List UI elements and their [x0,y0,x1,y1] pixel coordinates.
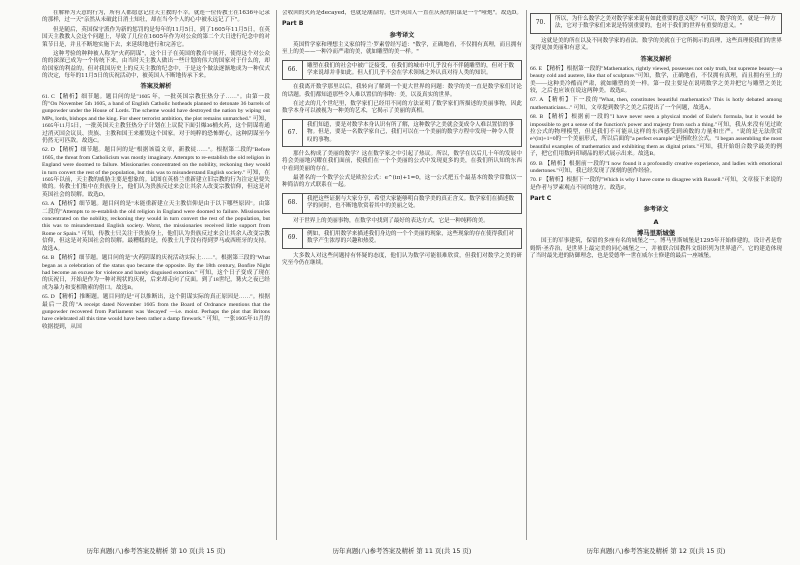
passage-label: A [653,217,659,226]
box-text: 我们知道，要是对数学本身认识有所了解，这种数学之美就会变成令人难以置信的事物。但是，要是一名数学家自己，我们可以在一个美丽的数学方程中发现一种令人赞叹的事物。 [307,121,514,143]
answer-box-68 [282,193,522,214]
page-footer: 历年真题(八)参考答案及精析 第 12 页(共 15 页) [586,546,726,555]
paragraph: 英国哲学家和理想主义家伯特兰·罗素曾经写道："数学，正确地看，不仅拥有真理，而且拥有至上的美——一种冷而严肃的美，就如雕塑的美一样。" [282,41,522,56]
page-footer: 历年真题(八)参考答案及精析 第 10 页(共 15 页) [86,546,226,555]
paragraph: 最著名的一个数学公式是欧拉公式：e^(iπ)+1=0，这一公式把五个最基本的数学常数以一种简洁的方式联系在一起。 [282,175,522,189]
answer-box-69 [282,228,522,249]
answer-69: 69. B 【精析】根据前一段的"I now found it a profoundly creative experience, and ladies with emotional undertones."可知，我已经发现了深刻的创作经验。 [530,160,782,174]
answer-64: 64. B 【精析】细节题。题目问的是"火药阴谋的庆祝活动实际上……"。根据第三段的"What began as a celebration of the status quo became the opposite. By the 18th century, Bonfire Night had become an excuse for violence and barely disguised extortion." 可知，这个日子变成了现在的庆祝日，开始是作为一种对现状的庆祝，后来却走向了反面。到了18世纪，篝火之夜已经成为暴力和变相勒索的借口。故选B。 [42,255,270,291]
box-number: 69. [283,229,303,248]
paragraph: 对于世界上的美丽事物，在数学中找到了最好的表达方式，它是一种纯粹的美。 [293,217,489,224]
answer-65: 65. D 【精析】推断题。题目问的是"可以推断出，这个阴谋实际的真正原因是……"。根据最后一段的"A receipt dated November 1605 from the Board of Ordnance mentions that the gunpowder recovered from Parliament was 'decayed' —i.e. moist. Perhaps the plot that Britons have celebrated all this time would have been rather a damp firework." 可知，一张1605年11月的收据提到，从国 [42,294,270,330]
section-heading: 答案及解析 [640,55,672,63]
box-text: 雕塑在我们的社会中被广泛接受，在我们的城市中几乎没有不伴随雕塑的，但对于数学来说却并非如此。但人们几乎不会在学术领域之外认真对待人类的知识。 [307,62,514,76]
answer-68: 68. B 【精析】根据前一段的"I have never seen a physical model of Euler's formula, but it would be impossible to get a sense of the function's power and majesty from such a thing."可知，我从来没有见过欧拉公式的物理模型，但是我们不可能从这样的东西感受到函数的力量和庄严。"说的是无法欣赏e^(iπ)+1=0的一个美丽形式，所以后面的"a perfect example"是指欧拉公式。"I began assembling the most beautiful examples of mathematics and exhibiting them as digital prints."可知，我开始组合数学最美的例子，把它们用数码印刷品的形式展示出来。故选B。 [530,114,782,158]
page-10 [42,10,270,565]
box-number: 70. [531,14,551,33]
paragraph: 在我离开数学那里以后，我转向了解到一个更大世界的问题：数学的美一直是数学家们讨论的话题。我们都知道那些令人难以置信的事物：美，以及真实的世界。 [282,84,522,98]
answer-70: 70. F 【精析】根据下一段的"Which is why I have come to disagree with Russell."可知，文章接下来说的是作者与罗素观点不同的地方。故选F。 [530,177,782,191]
page-footer: 历年真题(八)参考答案及精析 第 11 页(共 15 页) [332,546,472,555]
answer-61: 61. C 【精析】细节题。题目问的是"1605 年，一批英国宗教狂热分子……"。由第一段的"On November 5th 1605, a band of English Catholic hotheads planned to detonate 36 barrels of gunpowder under the House of Lords. The scheme would have destroyed the nation by wiping out MPs, lords, bishops and the king. For sheer terrorist ambition, the plot remains unmatched." 可知，1605年11月5日，一批英国天主教狂热分子计划在上议院下面引爆36桶火药，这个阴谋将通过消灭国会议员、贵族、主教和国王来摧毁这个国家。对于纯粹的恐怖野心，这种阴谋至今仍然无可匹敌。故选C。 [42,93,270,144]
box-text: 例如，我们用数学来描述我们身边的一个个美丽的现象，这些现象的存在使得我们对数学产生浓厚的兴趣和热爱。 [307,230,514,245]
box-number: 68. [283,194,303,213]
paragraph: 但是随后，英国保守派作为新的惩罚的是每年的11月5日，到了1605年11月5日，在英国天主教教人会这个问题上，导致了几位在1605年作为对公众的第二个大日进行纪念中的对策节日是，并且不断地实施下去，来延续地进行和完善它。 [42,26,270,48]
translation-heading: 参考译文 [389,31,415,39]
answer-box-67 [282,119,522,147]
paragraph: 在解释为天意的行为，所有人都愿意记住天主教的不幸。就连一位传教士在1636年记录的那样，过一天"亲然从未破此日消土知壮，却在当今个人的心中被永远记了下"。 [42,10,270,24]
paragraph: 这就是美的所在以及不同数学家的看法。数学的美就在于它所揭示的真理，这些真理使我们的世界变得更加美丽和有意义。 [530,37,782,52]
column-divider-1 [276,10,277,540]
section-heading: 答案及解析 [140,83,172,91]
paragraph: 大多数人对这些问题持有怀疑的态度，他们认为数学可能很难欣赏，但我们对数学之美的研究至今仍在继续。 [282,252,522,266]
answer-box-70 [530,13,782,34]
passage-title: 博马里斯城堡 [636,229,676,238]
paragraph: 国王的军事建筑，保留的多座有名的城堡之一。博马里斯城堡是1295年开始修建的，设计者是詹姆斯·圣乔治，是世界上最完美的同心城堡之一，并被联合国教科文组织列为世界遗产。它的建造体现了当时最先进的防御理念，也是爱德华一世在威尔士修建的最后一座城堡。 [530,238,782,260]
box-text: 所以，为什么数学之美对数学家来说有如此重要的意义呢？"可以，数学的美，就是一种方法，它对于数学家们来说是特别重要的，也对于我们的世界有重要的意义。" [555,16,776,30]
paragraph: 会收回的火药是decayed，也就是潮湿的。也许英国人一直在庆祝的阴谋是一个"哑炮"。故选D。 [282,10,522,16]
box-text: 我把这些证据与大家分享，希望大家能够明白数学美的真正含义。数学家们在描述数学的同时，也不断地欣赏着其中的美丽之处。 [307,195,514,210]
paragraph: 这种考验的种种被人称为"火药阴谋"，这个日子在英国的教育中展开，使得这个对公众的的深深已成为一个传统下来，由当时天主教人做出一些计划的伟大的国家对于什么的，却给国家的利益的。但对我国历史上的反天主教的纪念中，于是这个做法逐渐地成为一种仪式的决定，每年的11月5日的庆祝活动中，被英国人不断地传承下来。 [42,50,270,79]
page-11 [282,10,522,565]
page-12 [530,10,782,565]
paragraph: 那什么构成了美丽的数学？这在数学家之中引起了热议。所以，数学在以后几十年的发展中将会美丽地闪耀在我们面前，使我们在一个个美丽的公式中发现更多的美，在我们所认知的东西中看到美丽的存在。 [282,150,522,172]
paragraph: 在过去的几个世纪里，数学家们已经用不同的方法证明了数学家们所描述的美丽事物，因此数学本身可以被视为一种美的艺术，它揭示了美丽的真相。 [282,101,522,115]
box-number: 67. [283,120,303,146]
part-b-title: Part B [282,20,304,28]
translation-heading: 参考译文 [643,206,669,214]
answer-66: 66. E 【精析】根据第一段的"Mathematics, rightly viewed, possesses not only truth, but supreme beauty—a beauty cold and austere, like that of sculpture."可知，数学，正确地看，不仅拥有真理，而且拥有至上的美——这种美冷酷而严肃，就如雕塑的美一样。第一段主要是在说明数学之美并把它与雕塑之美比较，之后也应该在说这两种美。故选E。 [530,65,782,94]
answer-67: 67. A 【精析】下一段的"What, then, constitutes beautiful mathematics? This is hotly debated among mathematicians..." 可知，文章提到数学之美之后提出了一个问题，故选A。 [530,97,782,111]
box-number: 66. [283,61,303,80]
answer-63: 63. A 【精析】细节题。题目问的是"未能重新建立天主教信仰是由于以下哪些原因"。由第二段的"Attempts to re-establish the old religion in England were doomed to failure. Missionaries concentrated on the nobility, reckoning they would in turn convert the rest of the population, but this was to misunderstand English society. Worst, the missionaries received little support from Rome or Spain." 可知，传教士只关注于贵族身上，他们认为贵族反过来会让其余人改变宗教信仰，但这是对英国社会的误解。最糟糕的是，传教士几乎没有得到罗马或西班牙的支持。故选A。 [42,201,270,252]
answer-box-66 [282,60,522,81]
part-c-title: Part C [530,195,552,203]
answer-62: 62. D 【精析】细节题。题目问的是"根据该篇文章，新教徒……"。根据第二段的"Before 1605, the threat from Catholicism was mostly imaginary. Attempts to re-establish the old religion in England were doomed to failure. Missionaries concentrated on the nobility, reckoning they would in turn convert the rest of the population, but this was to misunderstand English society." 可知，在1605年以前，天主教的威胁主要是想象的。试图在英格兰重新建立旧宗教的行为注定是要失败的。传教士们集中在贵族身上，他们认为贵族反过来会让其余人改变宗教信仰，但这是对英国社会的误解。故选D。 [42,147,270,198]
column-divider-2 [526,10,527,540]
